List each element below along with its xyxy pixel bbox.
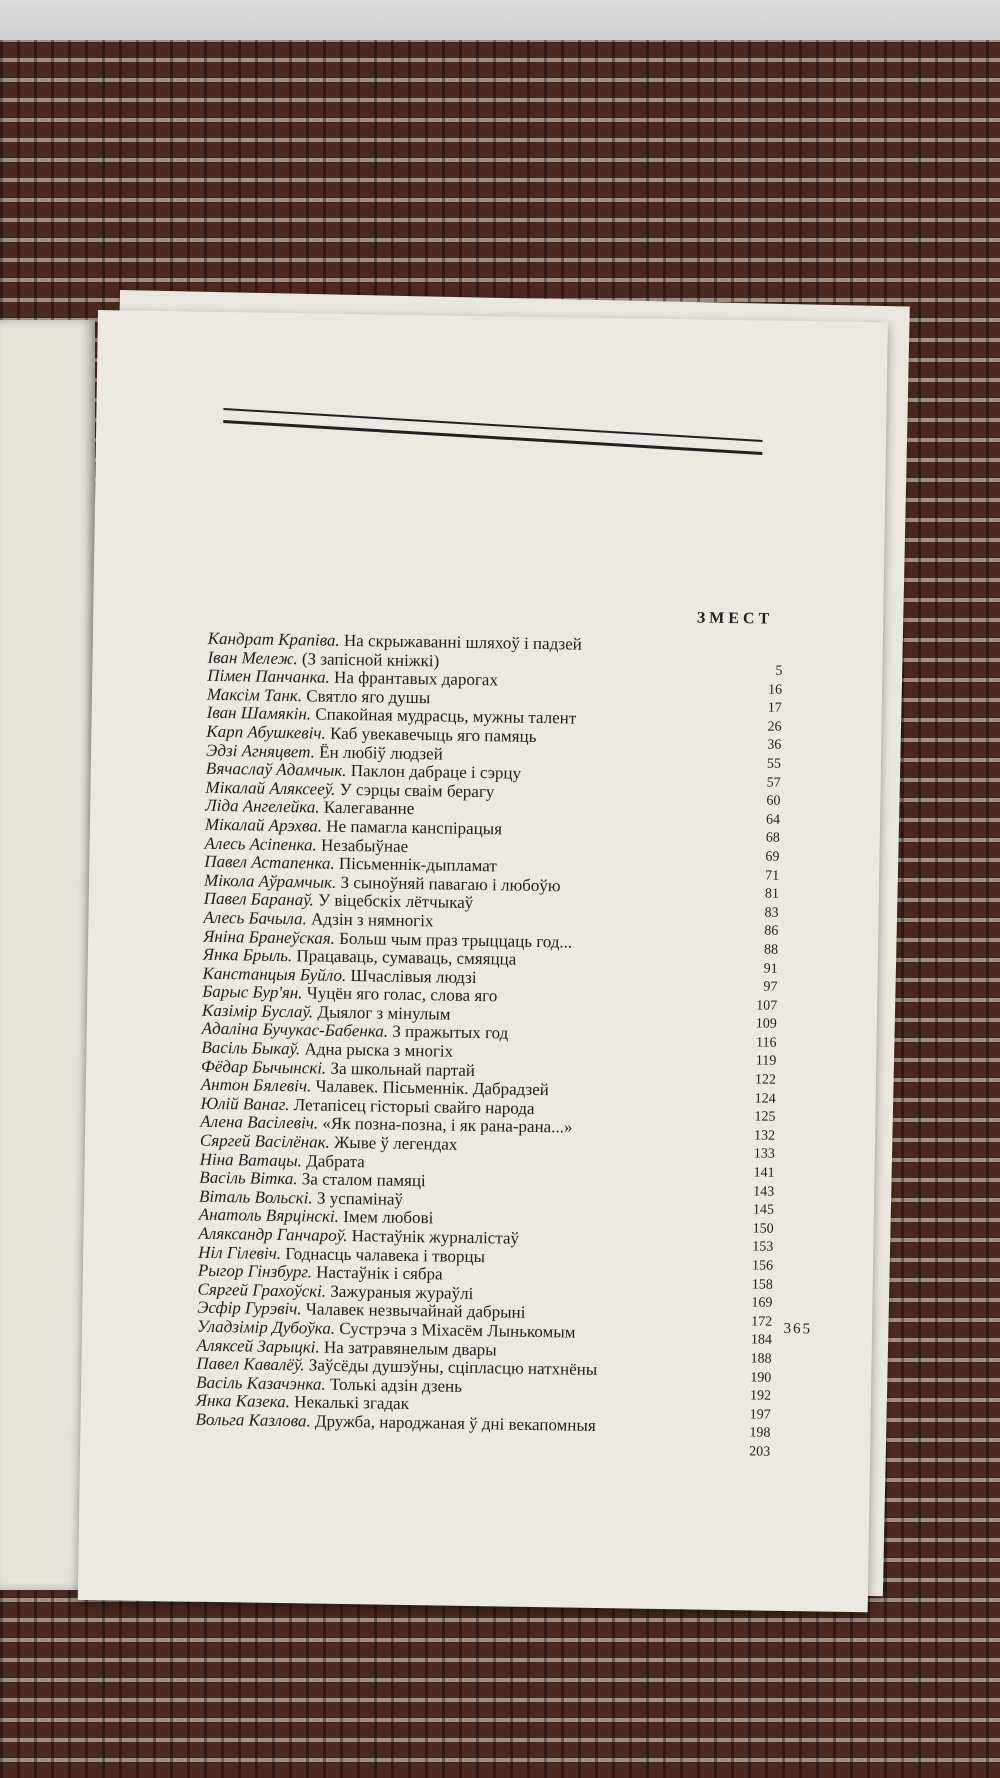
- toc-page-ref: 36: [767, 737, 782, 754]
- entry-author: Ніна Ватацы.: [199, 1149, 303, 1170]
- entry-title: (З запісной кніжкі): [301, 648, 440, 670]
- toc-page-ref: 156: [751, 1258, 774, 1274]
- entry-title: Чалавек незвычайнай дабрыні: [305, 1299, 526, 1323]
- entry-author: Віталь Вольскі.: [198, 1186, 313, 1208]
- toc-page-ref: 150: [752, 1221, 774, 1237]
- toc-page-ref: 169: [751, 1295, 773, 1311]
- toc-page-ref: 124: [754, 1091, 776, 1107]
- entry-title: З пражытых год: [392, 1022, 509, 1044]
- toc-page-ref: 145: [752, 1202, 775, 1218]
- entry-title: Калегаванне: [323, 797, 415, 819]
- toc-page-ref: 141: [753, 1165, 775, 1181]
- entry-author: Фёдар Бычынскі.: [200, 1056, 327, 1078]
- toc-page-ref: 172: [751, 1314, 773, 1330]
- toc-page-ref: 109: [755, 1016, 777, 1033]
- entry-author: Юлій Ванаг.: [200, 1093, 290, 1114]
- entry-title: Дружба, народжаная ў дні векапомныя: [314, 1411, 596, 1435]
- entry-author: Янка Казека.: [195, 1391, 291, 1412]
- entry-title: У сэрцы сваім берагу: [339, 779, 495, 802]
- entry-author: Аляксей Зарыцкі.: [196, 1335, 320, 1357]
- entry-title: Адзін з нямногіх: [310, 909, 434, 931]
- entry-title: Больш чым праз трыццаць год...: [339, 928, 573, 952]
- toc-page-ref: 116: [755, 1035, 777, 1051]
- toc-page-ref: 5: [775, 663, 783, 679]
- entry-author: Аляксандр Ганчароў.: [198, 1223, 348, 1246]
- entry-author: Алена Васілевіч.: [200, 1112, 319, 1133]
- entry-title: Настаўнік і сябра: [316, 1262, 443, 1284]
- entry-author: Максім Танк.: [206, 684, 303, 706]
- entry-author: Пімен Панчанка.: [207, 665, 331, 687]
- toc-page-ref: 119: [755, 1053, 777, 1070]
- entry-author: Казімір Буслаў.: [201, 1000, 314, 1022]
- toc-page-ref: 69: [765, 849, 780, 865]
- entry-title: Пісьменнік-дыпламат: [338, 853, 497, 876]
- entry-author: Канстанцыя Буйло.: [202, 963, 347, 985]
- entry-title: За сталом памяці: [301, 1169, 426, 1191]
- toc-page-ref: 60: [766, 793, 781, 809]
- entry-author: Антон Бялевіч.: [200, 1074, 312, 1096]
- toc-page-ref: 83: [764, 905, 779, 921]
- toc-page-ref: 153: [752, 1239, 774, 1256]
- entry-author: Васіль Быкаў.: [201, 1037, 301, 1059]
- toc-page-ref: 57: [766, 775, 781, 791]
- entry-title: Зажураныя жураўлі: [330, 1281, 474, 1303]
- entry-author: Васіль Казачэнка.: [196, 1372, 326, 1394]
- entry-title: Ён любіў людзей: [319, 742, 443, 764]
- entry-author: Сяргей Васілёнак.: [199, 1130, 331, 1152]
- entry-title: Чуцён яго голас, слова яго: [306, 983, 498, 1006]
- entry-title: Імем любові: [343, 1207, 434, 1228]
- entry-title: Дабрата: [306, 1151, 365, 1171]
- entry-title: На скрыжаванні шляхоў і падзей: [343, 630, 583, 654]
- entry-title: Незабыўнае: [320, 835, 409, 856]
- entry-author: Барыс Бур'ян.: [202, 982, 303, 1003]
- entry-author: Эдзі Агняцвет.: [205, 740, 316, 762]
- entry-title: Адна рыска з многіх: [304, 1039, 454, 1061]
- page-number: 365: [783, 1320, 813, 1338]
- toc-page-ref: 143: [753, 1184, 775, 1200]
- entry-title: Жыве ў легендах: [333, 1132, 458, 1154]
- entry-author: Мікалай Арэхва.: [204, 814, 323, 836]
- toc-page-ref: 158: [751, 1276, 773, 1293]
- entry-author: Янка Брыль.: [202, 944, 293, 966]
- toc-page-ref: 91: [763, 961, 778, 977]
- entry-title: Не памагла канспірацыя: [326, 816, 503, 839]
- entry-author: Павел Кавалёў.: [196, 1353, 305, 1375]
- entry-author: Кандрат Крапіва.: [207, 628, 340, 650]
- toc-page-ref: 132: [753, 1128, 776, 1144]
- entry-title: Паклон дабраце і сэрцу: [350, 761, 522, 783]
- toc-page-ref: 198: [749, 1425, 771, 1442]
- toc-page-ref: 88: [763, 942, 779, 958]
- entry-author: Вячаслаў Адамчык.: [205, 758, 347, 781]
- entry-author: Ліда Ангелейка.: [205, 796, 320, 817]
- entry-title: У віцебскіх лётчыкаў: [317, 890, 474, 913]
- toc-page-ref: 190: [750, 1369, 772, 1386]
- entry-author: Іван Мележ.: [207, 647, 298, 668]
- entry-author: Алесь Бачыла.: [203, 907, 307, 929]
- toc-page-ref: 86: [764, 923, 779, 940]
- entry-title: Шчаслівыя людзі: [350, 965, 477, 987]
- entry-author: Павел Астапенка.: [204, 851, 335, 873]
- toc-page-ref: 122: [754, 1072, 777, 1088]
- toc-page-ref: 197: [749, 1407, 771, 1423]
- entry-title: Каб увекавечыць яго памяць: [329, 723, 537, 746]
- entry-author: Сяргей Грахоўскі.: [197, 1279, 327, 1301]
- entry-author: Ніл Гілевіч.: [198, 1242, 282, 1263]
- toc-page-ref: 16: [768, 682, 783, 698]
- toc-page-ref: 55: [766, 756, 782, 772]
- entry-title: Чалавек. Пісьменнік. Дабрадзей: [315, 1076, 550, 1100]
- toc-page-ref: 68: [765, 830, 780, 847]
- toc-page-ref: 184: [750, 1332, 773, 1349]
- entry-author: Алесь Асіпенка.: [204, 833, 318, 855]
- entry-title: З успамінаў: [316, 1188, 404, 1209]
- toc-list: [195, 630, 767, 1438]
- toc-page-ref: 26: [767, 719, 782, 735]
- entry-author: Адаліна Бучукас-Бабенка.: [201, 1019, 389, 1042]
- entry-title: На затравянелым двары: [323, 1337, 497, 1359]
- toc-page-ref: 188: [750, 1351, 772, 1367]
- entry-title: Толькі адзін дзень: [329, 1374, 463, 1396]
- entry-author: Вольга Казлова.: [195, 1409, 311, 1431]
- toc-page-ref: 97: [763, 979, 778, 995]
- entry-author: Эсфір Гурэвіч.: [197, 1298, 302, 1319]
- entry-author: Васіль Вітка.: [199, 1167, 298, 1189]
- entry-title: За школьнай партай: [330, 1058, 476, 1080]
- entry-title: Некалькі згадак: [294, 1392, 410, 1414]
- entry-title: Годнасць чалавека і творцы: [285, 1243, 486, 1266]
- entry-title: На франтавых дарогах: [333, 667, 499, 690]
- entry-title: Спакойная мудрасць, мужны талент: [315, 704, 577, 728]
- entry-title: Працаваць, сумаваць, смяяцца: [296, 946, 517, 969]
- toc-page-ref: 107: [756, 998, 778, 1014]
- toc-page-ref: 192: [749, 1388, 772, 1404]
- entry-title: Святло яго душы: [306, 686, 431, 708]
- toc-page-ref: 203: [749, 1444, 771, 1460]
- entry-title: Заўсёды душэўны, сціпласцю натхнёны: [308, 1355, 598, 1380]
- entry-title: «Як позна-позна, і як рана-рана...»: [322, 1114, 573, 1137]
- entry-author: Іван Шамякін.: [206, 703, 312, 724]
- entry-author: Мікалай Аляксееў.: [205, 777, 336, 799]
- entry-author: Мікола Аўрамчык.: [203, 870, 337, 892]
- entry-author: Яніна Бранеўская.: [203, 926, 336, 948]
- toc-page-ref: 125: [754, 1109, 776, 1125]
- entry-title: Летапісец гісторыі свайго народа: [293, 1095, 535, 1118]
- entry-author: Павел Баранаў.: [203, 889, 315, 910]
- toc-page-ref: 17: [767, 700, 782, 716]
- entry-author: Анатоль Вярцінскі.: [198, 1205, 340, 1227]
- toc-page-ref: 133: [753, 1146, 775, 1163]
- toc-page-numbers: [710, 662, 783, 1462]
- entry-title: З сыноўняй павагаю і любоўю: [340, 872, 561, 896]
- entry-author: Уладзімір Дубоўка.: [196, 1316, 336, 1338]
- contents-heading: ЗМЕСТ: [696, 609, 774, 628]
- entry-title: Дыялог з мінулым: [317, 1002, 451, 1024]
- entry-title: Настаўнік журналістаў: [351, 1226, 520, 1248]
- toc-page-ref: 81: [764, 886, 780, 902]
- entry-author: Рыгор Гінзбург.: [197, 1260, 313, 1282]
- toc-page-ref: 64: [765, 812, 781, 828]
- toc-page-ref: 71: [765, 868, 780, 884]
- entry-title: Сустрэча з Міхасём Лынькомым: [339, 1318, 576, 1342]
- contents-page: [78, 310, 888, 1612]
- entry-author: Карп Абушкевіч.: [206, 721, 326, 743]
